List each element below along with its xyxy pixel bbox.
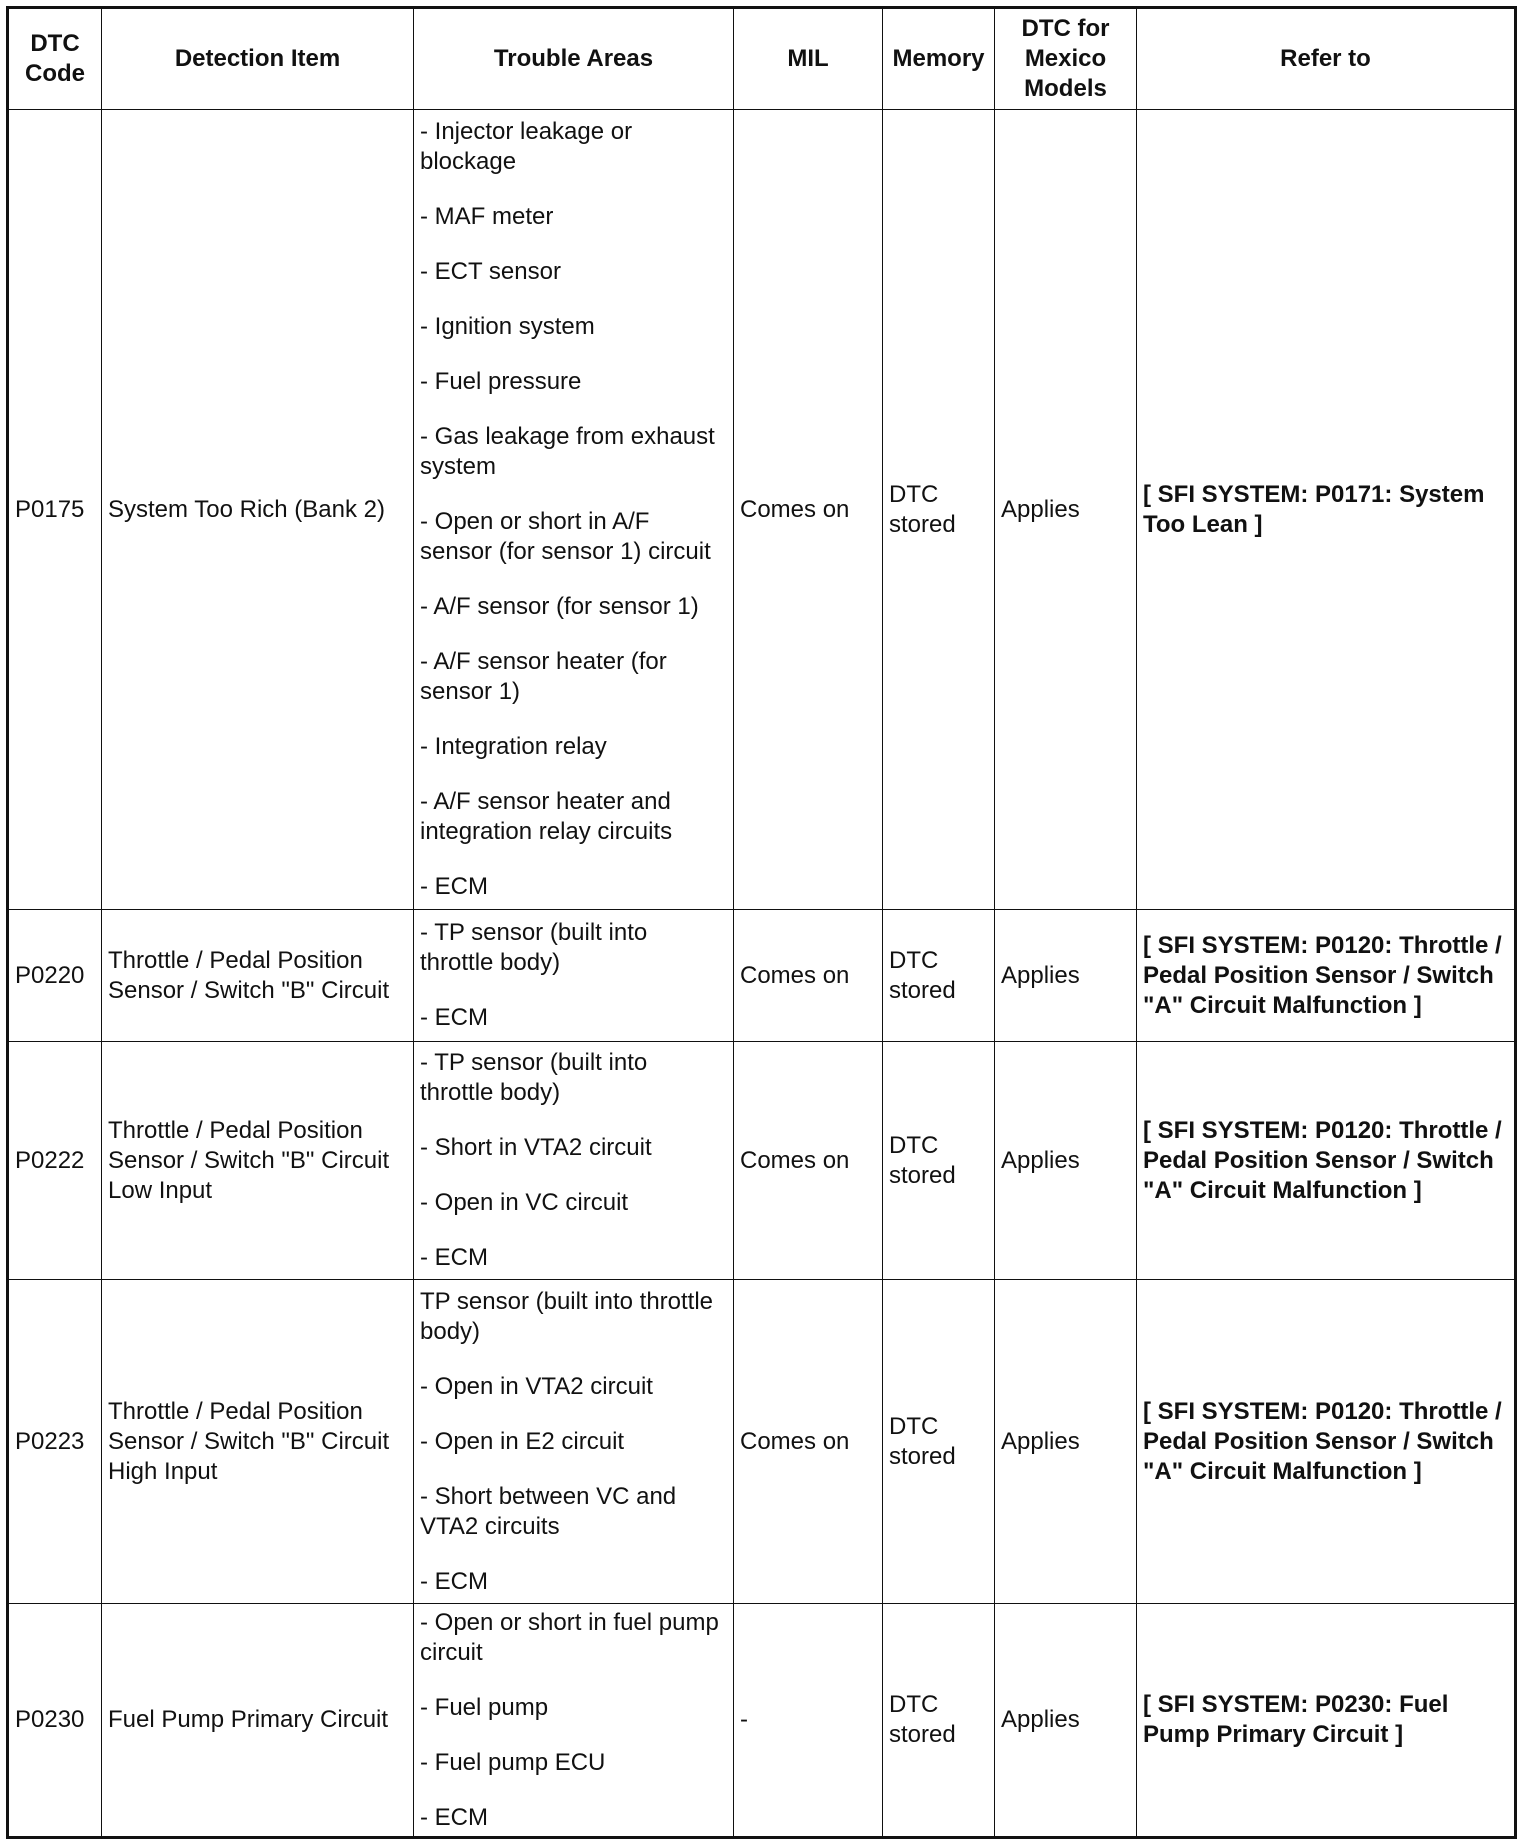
- trouble-area-item: - TP sensor (built into throttle body): [420, 1049, 648, 1106]
- header-dtc-code: DTC Code: [8, 8, 102, 110]
- trouble-area-item: - A/F sensor heater (for sensor 1): [420, 648, 667, 705]
- detection-item: Throttle / Pedal Position Sensor / Switch "B" Circuit High Input: [102, 1280, 414, 1604]
- trouble-area-item: - Open in VTA2 circuit: [420, 1372, 653, 1400]
- refer-to: [ SFI SYSTEM: P0230: Fuel Pump Primary Circuit ]: [1137, 1604, 1516, 1838]
- mexico-status: Applies: [995, 910, 1137, 1042]
- header-memory: Memory: [883, 8, 995, 110]
- trouble-area-item: - ECT sensor: [420, 258, 561, 285]
- trouble-area-item: - A/F sensor (for sensor 1): [420, 593, 699, 620]
- detection-item: System Too Rich (Bank 2): [102, 110, 414, 910]
- table-row: [8, 1042, 1516, 1280]
- table-row: [8, 910, 1516, 1042]
- header-mil: MIL: [734, 8, 883, 110]
- header-trouble-areas: Trouble Areas: [414, 8, 734, 110]
- refer-to: [ SFI SYSTEM: P0120: Throttle / Pedal Position Sensor / Switch "A" Circuit Malfunction ]: [1137, 1042, 1516, 1280]
- detection-item: Throttle / Pedal Position Sensor / Switch "B" Circuit: [102, 910, 414, 1042]
- trouble-area-item: - MAF meter: [420, 203, 554, 230]
- trouble-area-item: - Ignition system: [420, 313, 595, 340]
- dtc-code: P0220: [8, 910, 102, 1042]
- mexico-status: Applies: [995, 1042, 1137, 1280]
- header-row: [8, 8, 1516, 110]
- dtc-code: P0230: [8, 1604, 102, 1838]
- detection-item: Throttle / Pedal Position Sensor / Switch "B" Circuit Low Input: [102, 1042, 414, 1280]
- trouble-area-item: - TP sensor (built into throttle body): [420, 919, 648, 976]
- refer-to: [ SFI SYSTEM: P0171: System Too Lean ]: [1137, 110, 1516, 910]
- refer-to: [ SFI SYSTEM: P0120: Throttle / Pedal Position Sensor / Switch "A" Circuit Malfunction ]: [1137, 910, 1516, 1042]
- table-row: [8, 110, 1516, 910]
- trouble-area-item: - Open in E2 circuit: [420, 1427, 625, 1455]
- dtc-code: P0223: [8, 1280, 102, 1604]
- trouble-area-item: - Open or short in fuel pump circuit: [420, 1608, 719, 1666]
- trouble-area-item: TP sensor (built into throttle body): [420, 1287, 714, 1345]
- trouble-area-item: - Injector leakage or blockage: [420, 118, 633, 175]
- trouble-area-item: - Gas leakage from exhaust system: [420, 423, 715, 480]
- header-detection-item: Detection Item: [102, 8, 414, 110]
- trouble-area-item: - ECM: [420, 1803, 488, 1831]
- mil-status: Comes on: [734, 1042, 883, 1280]
- trouble-area-item: - ECM: [420, 873, 488, 900]
- detection-item: Fuel Pump Primary Circuit: [102, 1604, 414, 1838]
- mexico-status: Applies: [995, 110, 1137, 910]
- refer-to: [ SFI SYSTEM: P0120: Throttle / Pedal Position Sensor / Switch "A" Circuit Malfunction ]: [1137, 1280, 1516, 1604]
- trouble-area-item: - ECM: [420, 1004, 488, 1031]
- trouble-areas: [414, 1280, 734, 1604]
- mil-status: Comes on: [734, 910, 883, 1042]
- trouble-areas: [414, 1042, 734, 1280]
- mexico-status: Applies: [995, 1604, 1137, 1838]
- memory-status: DTC stored: [883, 110, 995, 910]
- mil-status: Comes on: [734, 1280, 883, 1604]
- header-refer-to: Refer to: [1137, 8, 1516, 110]
- table-row: [8, 1604, 1516, 1838]
- memory-status: DTC stored: [883, 1042, 995, 1280]
- dtc-table: [6, 6, 1517, 1839]
- trouble-area-item: - Short in VTA2 circuit: [420, 1134, 652, 1161]
- memory-status: DTC stored: [883, 910, 995, 1042]
- trouble-area-item: - Open in VC circuit: [420, 1189, 629, 1216]
- trouble-area-item: - Fuel pressure: [420, 368, 582, 395]
- trouble-areas: [414, 110, 734, 910]
- trouble-area-item: - Fuel pump ECU: [420, 1748, 606, 1776]
- table-row: [8, 1280, 1516, 1604]
- mexico-status: Applies: [995, 1280, 1137, 1604]
- mil-status: -: [734, 1604, 883, 1838]
- dtc-code: P0222: [8, 1042, 102, 1280]
- trouble-area-item: - Fuel pump: [420, 1693, 549, 1721]
- trouble-area-item: - ECM: [420, 1567, 488, 1595]
- mil-status: Comes on: [734, 110, 883, 910]
- trouble-area-item: - ECM: [420, 1244, 488, 1271]
- header-mexico-models: DTC for Mexico Models: [995, 8, 1137, 110]
- dtc-code: P0175: [8, 110, 102, 910]
- trouble-areas: [414, 910, 734, 1042]
- trouble-area-item: - Integration relay: [420, 733, 607, 760]
- trouble-area-item: - A/F sensor heater and integration relay circuits: [420, 788, 673, 845]
- memory-status: DTC stored: [883, 1280, 995, 1604]
- trouble-area-item: - Open or short in A/F sensor (for sensor 1) circuit: [420, 508, 711, 565]
- memory-status: DTC stored: [883, 1604, 995, 1838]
- trouble-areas: [414, 1604, 734, 1838]
- trouble-area-item: - Short between VC and VTA2 circuits: [420, 1482, 677, 1540]
